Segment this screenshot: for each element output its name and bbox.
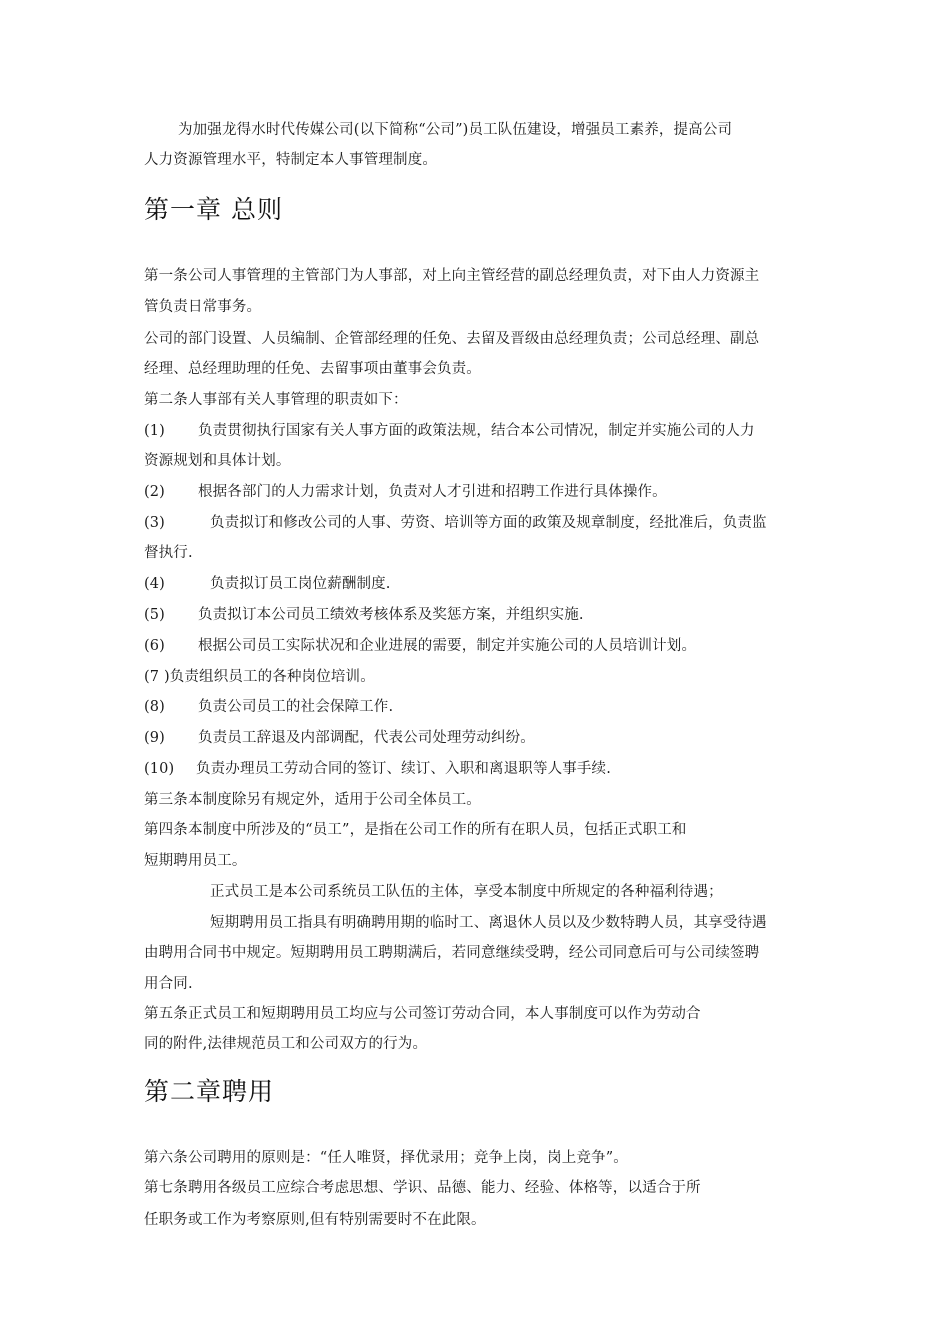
article-2-intro: 第二条人事部有关人事管理的职责如下：	[144, 392, 408, 408]
article-4-short-term-line-2: 由聘用合同书中规定。短期聘用员工聘期满后，若同意继续受聘，经公司同意后可与公司续签聘	[144, 945, 760, 961]
duty-item-2	[144, 482, 667, 502]
article-5-line-2: 同的附件,法律规范员工和公司双方的行为。	[144, 1036, 428, 1052]
duty-number: (7 )	[144, 669, 170, 685]
duty-number: (4)	[144, 576, 165, 592]
duty-item-3-cont: 督执行.	[144, 545, 193, 561]
duty-number: (9)	[144, 730, 165, 746]
duty-text: 根据各部门的人力需求计划，负责对人才引进和招聘工作进行具体操作。	[198, 484, 667, 500]
duty-number: (1)	[144, 423, 165, 439]
duty-text: 负责组织员工的各种岗位培训。	[169, 669, 375, 685]
duty-item-6	[144, 636, 696, 656]
article-4-line-2: 短期聘用员工。	[144, 853, 247, 869]
duty-item-8	[144, 697, 393, 717]
duty-text: 负责拟订本公司员工绩效考核体系及奖惩方案，并组织实施.	[198, 607, 584, 623]
duty-text: 负责办理员工劳动合同的签订、续订、入职和离退职等人事手续.	[196, 761, 611, 777]
article-4-short-term-line-1: 短期聘用员工指具有明确聘用期的临时工、离退休人员以及少数特聘人员，其享受待遇	[210, 915, 767, 931]
article-3: 第三条本制度除另有规定外，适用于公司全体员工。	[144, 792, 481, 808]
article-1-line-1: 第一条公司人事管理的主管部门为人事部，对上向主管经营的副总经理负责，对下由人力资源主	[144, 268, 760, 284]
duty-number: (6)	[144, 638, 165, 654]
article-7-line-2: 任职务或工作为考察原则,但有特别需要时不在此限。	[144, 1212, 486, 1228]
duty-item-7	[144, 667, 375, 687]
duty-text: 负责员工辞退及内部调配，代表公司处理劳动纠纷。	[198, 730, 535, 746]
article-4-line-1: 第四条本制度中所涉及的“员工”，是指在公司工作的所有在职人员，包括正式职工和	[144, 822, 687, 838]
duty-text: 根据公司员工实际状况和企业进展的需要，制定并实施公司的人员培训计划。	[198, 638, 697, 654]
duty-number: (5)	[144, 607, 165, 623]
article-5-line-1: 第五条正式员工和短期聘用员工均应与公司签订劳动合同，本人事制度可以作为劳动合	[144, 1006, 701, 1022]
duty-text: 负责贯彻执行国家有关人事方面的政策法规，结合本公司情况，制定并实施公司的人力	[198, 423, 755, 439]
duty-text: 负责公司员工的社会保障工作.	[198, 699, 394, 715]
duty-item-1	[144, 421, 755, 441]
duty-item-10	[144, 759, 611, 779]
duty-text: 负责拟订员工岗位薪酬制度.	[210, 576, 391, 592]
duty-item-3	[144, 513, 767, 533]
article-4-regular-staff: 正式员工是本公司系统员工队伍的主体，享受本制度中所规定的各种福利待遇；	[210, 884, 723, 900]
chapter-2-title: 第二章聘用	[144, 1077, 275, 1106]
intro-line-1: 为加强龙得水时代传媒公司(以下简称“公司”)员工队伍建设，增强员工素养，提高公司	[178, 122, 733, 138]
duty-item-1-cont: 资源规划和具体计划。	[144, 453, 291, 469]
duty-item-5	[144, 605, 584, 625]
intro-line-2: 人力资源管理水平，特制定本人事管理制度。	[144, 152, 437, 168]
duty-number: (10)	[144, 761, 175, 777]
chapter-1-title: 第一章 总则	[144, 195, 283, 224]
duty-number: (2)	[144, 484, 165, 500]
article-4-short-term-line-3: 用合同.	[144, 976, 193, 992]
article-1-line-2: 管负责日常事务。	[144, 299, 262, 315]
article-1b-line-2: 经理、总经理助理的任免、去留事项由董事会负责。	[144, 361, 481, 377]
duty-item-9	[144, 728, 535, 748]
article-6: 第六条公司聘用的原则是：“任人唯贤，择优录用；竞争上岗，岗上竞争”。	[144, 1150, 628, 1166]
duty-item-4	[144, 574, 391, 594]
article-7-line-1: 第七条聘用各级员工应综合考虑思想、学识、品德、能力、经验、体格等，以适合于所	[144, 1180, 701, 1196]
duty-text: 负责拟订和修改公司的人事、劳资、培训等方面的政策及规章制度，经批准后，负责监	[210, 515, 767, 531]
duty-number: (3)	[144, 515, 165, 531]
duty-number: (8)	[144, 699, 165, 715]
article-1b-line-1: 公司的部门设置、人员编制、企管部经理的任免、去留及晋级由总经理负责；公司总经理、副总	[144, 331, 760, 347]
